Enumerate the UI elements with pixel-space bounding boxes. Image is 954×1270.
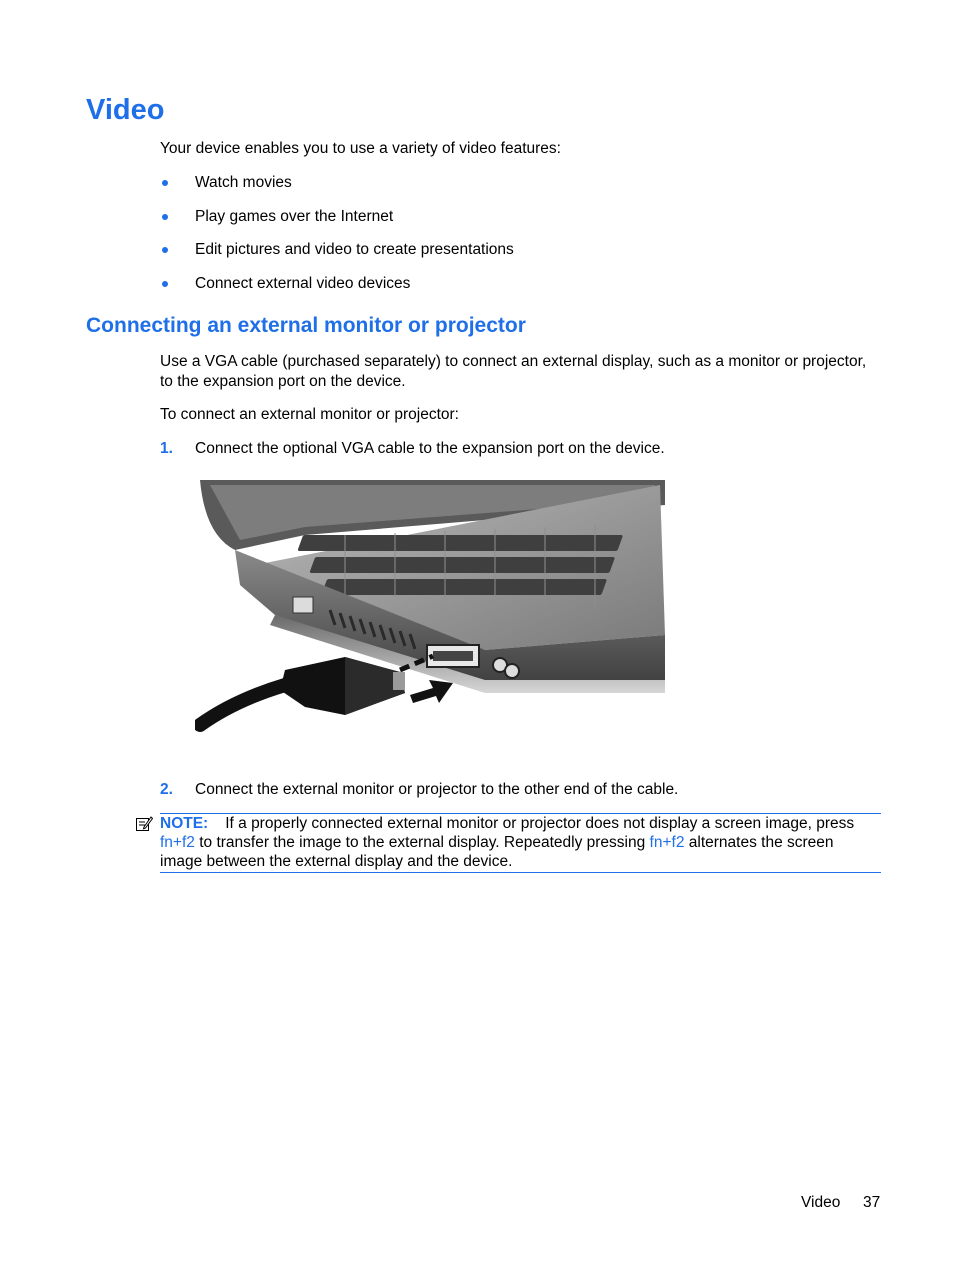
list-item: Play games over the Internet	[195, 208, 394, 225]
list-item: Watch movies	[195, 174, 292, 191]
bullet-dot	[162, 247, 168, 253]
step-number: 2.	[160, 781, 173, 798]
note-line: image between the external display and the device.	[160, 853, 513, 870]
list-item: Connect external video devices	[195, 275, 411, 292]
bullet-dot	[162, 281, 168, 287]
bullet-dot	[162, 214, 168, 220]
laptop-vga-port-illustration	[195, 475, 675, 740]
note-bottom-rule	[160, 872, 881, 873]
list-item: Edit pictures and video to create presentations	[195, 241, 514, 258]
note-pencil-icon	[135, 815, 153, 833]
footer-section-name: Video	[801, 1194, 841, 1211]
note-text: If a properly connected external monitor or projector does not display a screen image, press	[225, 815, 855, 832]
instructions-lead: To connect an external monitor or projector:	[160, 406, 459, 423]
section-heading: Connecting an external monitor or projector	[86, 314, 526, 337]
section-paragraph-line: Use a VGA cable (purchased separately) to connect an external display, such as a monitor or projector,	[160, 353, 867, 370]
page-title: Video	[86, 94, 165, 126]
note-text: alternates the screen	[684, 834, 834, 851]
note-line	[160, 814, 854, 833]
bullet-dot	[162, 180, 168, 186]
step-text: Connect the external monitor or projector to the other end of the cable.	[195, 781, 679, 798]
step-text: Connect the optional VGA cable to the expansion port on the device.	[195, 440, 665, 457]
note-text: to transfer the image to the external display. Repeatedly pressing	[194, 834, 650, 851]
key-combo-link[interactable]: fn+f2	[649, 834, 685, 851]
section-paragraph-line: to the expansion port on the device.	[160, 373, 406, 390]
intro-text: Your device enables you to use a variety of video features:	[160, 140, 561, 157]
page-number: 37	[863, 1194, 881, 1211]
key-combo-link[interactable]: fn+f2	[160, 834, 195, 851]
step-number: 1.	[160, 440, 173, 457]
note-line	[160, 833, 834, 852]
note-label: NOTE:	[160, 815, 209, 832]
